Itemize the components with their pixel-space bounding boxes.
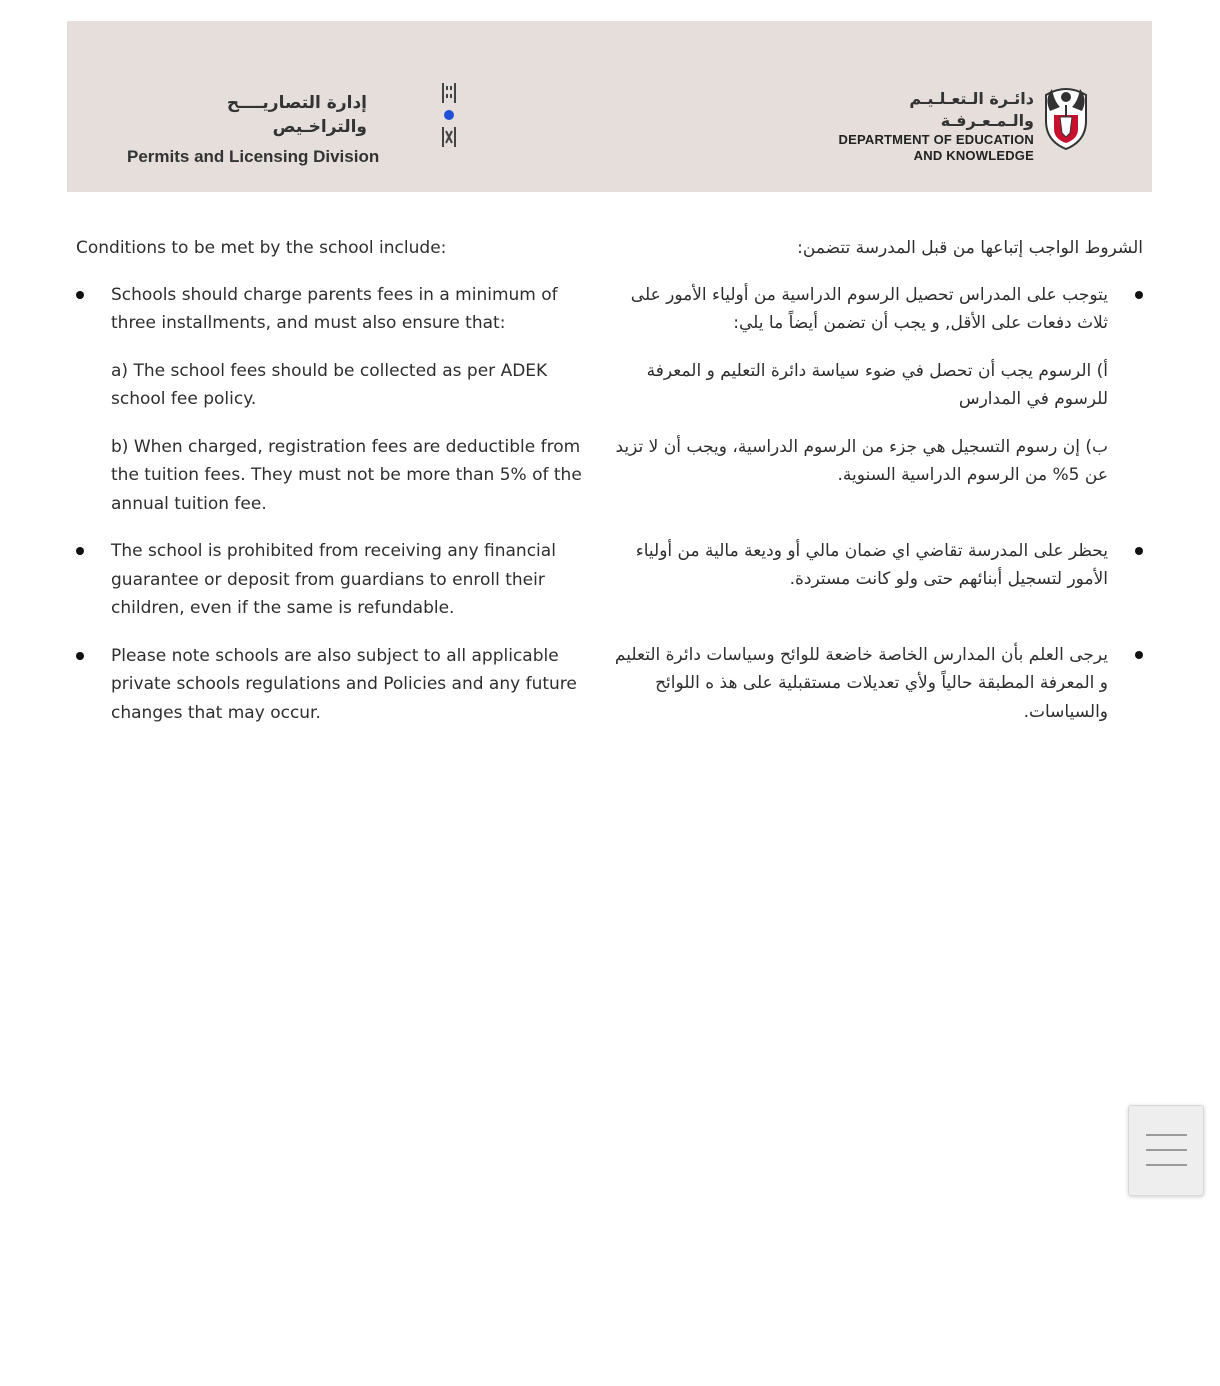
bullet-icon [1135,291,1143,299]
english-list-item [76,281,606,338]
arabic-intro: الشروط الواجب إتباعها من قبل المدرسة تتضمن: [797,238,1143,258]
english-sub-item-b: b) When charged, registration fees are deductible from the tuition fees. They must not be more than 5% of the annual tuition fee. [111,436,582,514]
arabic-column [612,234,1143,745]
arabic-sub-item-a: أ) الرسوم يجب أن تحصل في ضوء سياسة دائرة التعليم و المعرفة للرسوم في المدارس [646,360,1108,409]
header-banner [67,21,1152,192]
english-item-1-text: Schools should charge parents fees in a minimum of three installments, and must also ensure that: [111,284,558,333]
arabic-item-2-text: يحظر على المدرسة تقاضي اي ضمان مالي أو وديعة مالية من أولياء الأمور لتسجيل أبنائهم حتى ولو كانت مستردة. [635,540,1108,589]
english-list-item [76,537,606,623]
bullet-icon [76,547,84,555]
department-title-arabic: دائـرة الـتعـلـيـم والـمـعـرفـة [909,89,1034,130]
division-title-arabic: إدارة التصاريــــح والتراخـيص [226,93,367,137]
department-title-english-line1: DEPARTMENT OF EDUCATION [838,132,1034,147]
english-item-2-text: The school is prohibited from receiving any financial guarantee or deposit from guardians to enroll their children, even if the same is refundable. [111,541,556,618]
english-intro: Conditions to be met by the school include: [76,238,447,258]
department-title-block [834,88,1034,164]
arabic-sub-item-b: ب) إن رسوم التسجيل هي جزء من الرسوم الدراسية، ويجب أن لا تزيد عن 5% من الرسوم الدراسية السنوية. [615,436,1108,485]
english-column [76,234,606,746]
vertical-brand-mark-icon [440,81,458,149]
arabic-list-item [612,281,1143,338]
department-title-english-line2: AND KNOWLEDGE [913,148,1034,163]
arabic-item-3-text: يرجى العلم بأن المدارس الخاصة خاضعة للوائح وسياسات دائرة التعليم و المعرفة المطبقة حالياً ولأي تعديلات مستقبلية على هذ ه اللوائح والسياسات. [614,644,1108,722]
division-title-english: Permits and Licensing Division [127,147,380,166]
arabic-list-item [612,641,1143,727]
division-title-block [127,91,380,169]
bullet-icon [76,652,84,660]
bullet-icon [1135,547,1143,555]
bullet-icon [76,291,84,299]
menu-button[interactable] [1128,1105,1204,1196]
arabic-list-item [612,537,1143,594]
english-item-3-text: Please note schools are also subject to all applicable private schools regulations and Policies and any future changes that may occur. [111,645,577,723]
bullet-icon [1135,651,1143,659]
english-sub-item-a: a) The school fees should be collected as per ADEK school fee policy. [111,360,548,409]
falcon-emblem-icon [1040,81,1092,151]
english-list-item [76,642,606,728]
arabic-item-1-text: يتوجب على المدراس تحصيل الرسوم الدراسية من أولياء الأمور على ثلاث دفعات على الأقل, و يجب أن تضمن أيضاً ما يلي: [630,284,1108,333]
